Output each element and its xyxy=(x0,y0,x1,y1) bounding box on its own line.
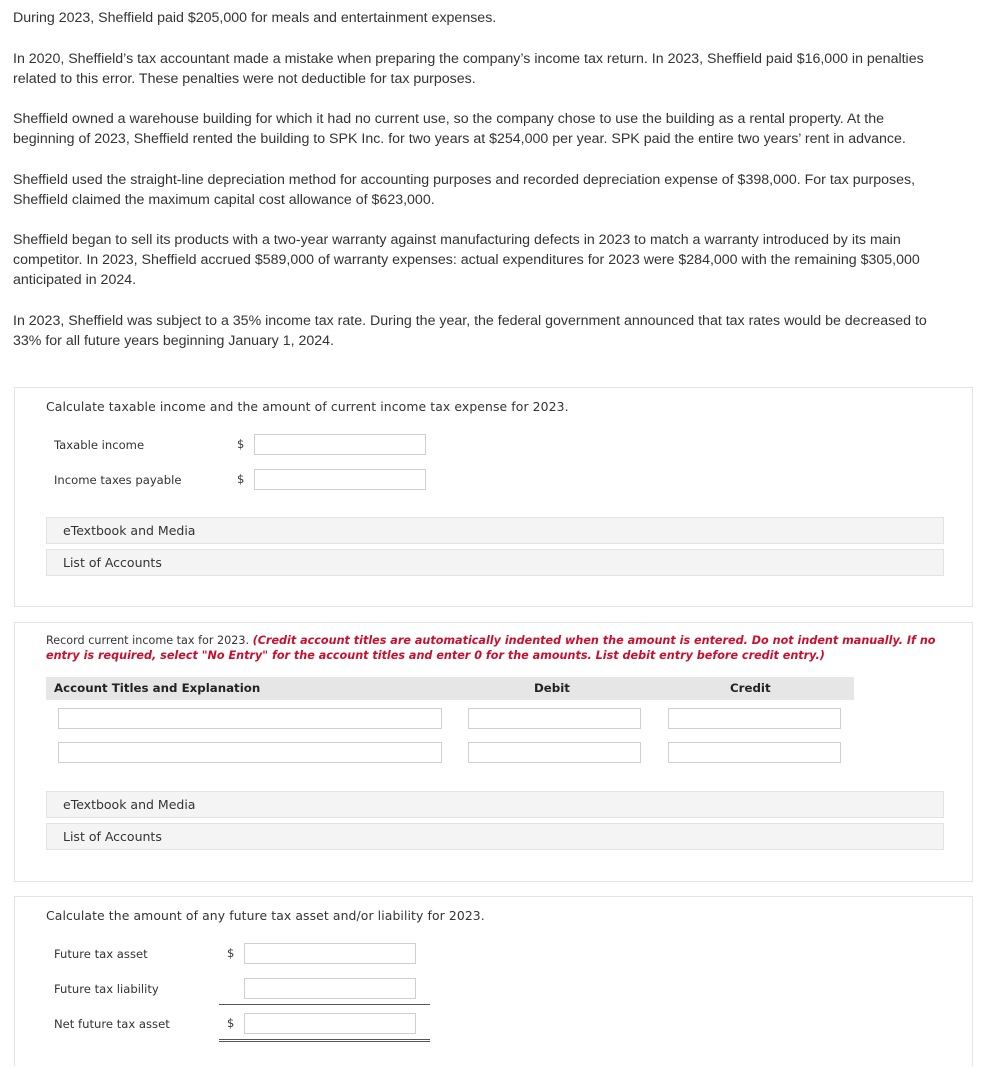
net-future-tax-asset-input[interactable] xyxy=(244,1013,416,1034)
journal-row-1-account-input[interactable] xyxy=(58,708,442,729)
debit-header: Debit xyxy=(534,681,570,695)
journal-row-1-credit-input[interactable] xyxy=(668,708,841,729)
income-taxes-payable-input[interactable] xyxy=(254,469,426,490)
etextbook-media-button[interactable]: eTextbook and Media xyxy=(46,791,944,818)
part3-panel xyxy=(14,896,973,1066)
future-tax-asset-currency: $ xyxy=(227,946,235,960)
part1-question: Calculate taxable income and the amount of current income tax expense for 2023. xyxy=(46,399,569,414)
intro-paragraph: During 2023, Sheffield paid $205,000 for meals and entertainment expenses. xyxy=(13,10,497,26)
part3-question: Calculate the amount of any future tax asset and/or liability for 2023. xyxy=(46,908,485,923)
future-tax-asset-label: Future tax asset xyxy=(54,947,148,961)
intro-paragraph: In 2020, Sheffield’s tax accountant made a mistake when preparing the company’s income tax return. In 2023, Sheffield paid $16,000 in penalties related to this error. These penalties were not deductible for tax purposes. xyxy=(13,50,924,87)
list-of-accounts-button[interactable]: List of Accounts xyxy=(46,549,944,576)
part2-instruction-note: (Credit account titles are automatically indented when the amount is entered. Do not indent manually. If no entry is required, select "No Entry" for the account titles and enter 0 for the amounts. List debit entry before credit entry.) xyxy=(46,634,936,662)
taxable-income-currency: $ xyxy=(237,437,245,451)
intro-paragraph: Sheffield began to sell its products with a two-year warranty against manufacturing defects in 2023 to match a warranty introduced by its main competitor. In 2023, Sheffield accrued $589,000 of warranty expenses: actual expenditures for 2023 were $284,000 with the remaining $305,000 anticipated in 2024. xyxy=(13,232,920,288)
income-taxes-payable-currency: $ xyxy=(237,472,245,486)
subtotal-rule xyxy=(219,1004,430,1005)
journal-row-2-credit-input[interactable] xyxy=(668,742,841,763)
journal-row-2-debit-input[interactable] xyxy=(468,742,641,763)
problem-statement xyxy=(13,8,948,371)
part2-panel xyxy=(14,622,973,882)
intro-paragraph: Sheffield owned a warehouse building for which it had no current use, so the company chose to use the building as a rental property. At the beginning of 2023, Sheffield rented the building to SPK Inc. for two years at $254,000 per year. SPK paid the entire two years’ rent in advance. xyxy=(13,111,906,147)
etextbook-media-button[interactable]: eTextbook and Media xyxy=(46,517,944,544)
net-future-tax-asset-currency: $ xyxy=(227,1016,235,1030)
account-titles-header: Account Titles and Explanation xyxy=(54,681,261,695)
intro-paragraph: Sheffield used the straight-line depreciation method for accounting purposes and recorded depreciation expense of $398,000. For tax purposes, Sheffield claimed the maximum capital cost allowance of $623,000. xyxy=(13,171,916,208)
net-future-tax-asset-label: Net future tax asset xyxy=(54,1017,170,1031)
journal-header xyxy=(46,677,854,700)
taxable-income-input[interactable] xyxy=(254,434,426,455)
total-double-rule xyxy=(219,1039,430,1042)
part2-instruction-text: Record current income tax for 2023. xyxy=(46,634,253,647)
credit-header: Credit xyxy=(730,681,771,695)
future-tax-liability-label: Future tax liability xyxy=(54,982,159,996)
list-of-accounts-button[interactable]: List of Accounts xyxy=(46,823,944,850)
income-taxes-payable-label: Income taxes payable xyxy=(54,473,182,487)
part1-panel xyxy=(14,387,973,607)
future-tax-asset-input[interactable] xyxy=(244,943,416,964)
part2-instruction xyxy=(46,633,946,663)
journal-row-2-account-input[interactable] xyxy=(58,742,442,763)
future-tax-liability-input[interactable] xyxy=(244,978,416,999)
intro-paragraph: In 2023, Sheffield was subject to a 35% income tax rate. During the year, the federal government announced that tax rates would be decreased to 33% for all future years beginning January 1, 2024. xyxy=(13,312,927,349)
journal-row-1-debit-input[interactable] xyxy=(468,708,641,729)
taxable-income-label: Taxable income xyxy=(54,438,145,452)
